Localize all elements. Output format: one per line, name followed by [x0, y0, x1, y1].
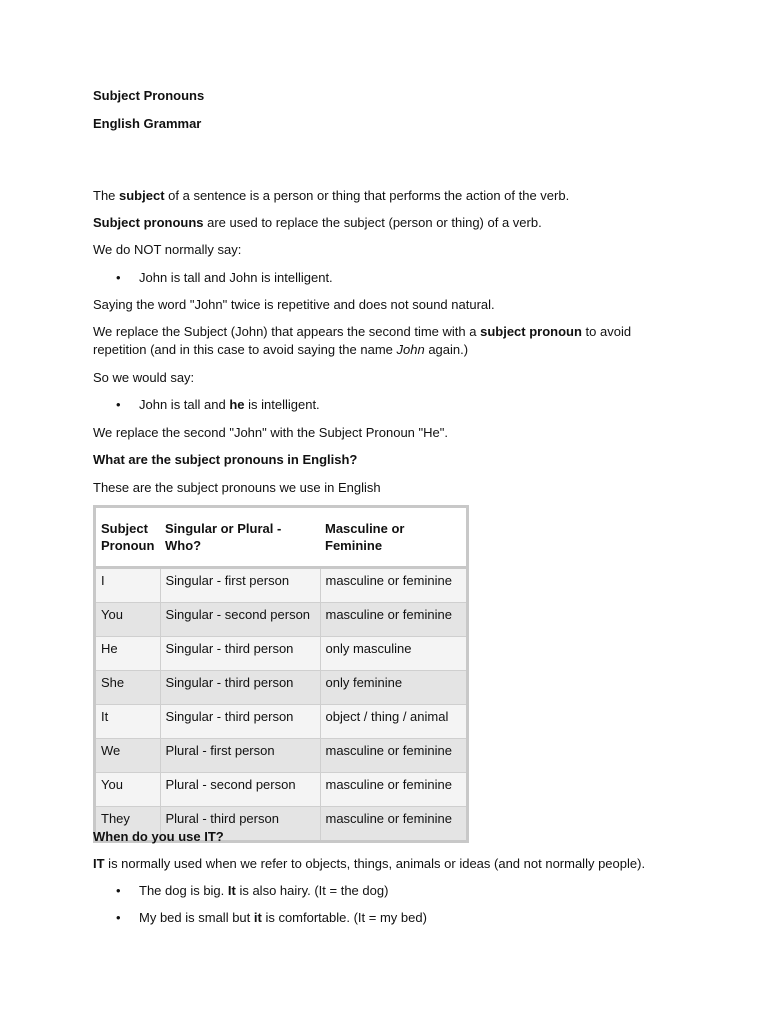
bullet-example-dog: The dog is big. It is also hairy. (It = the dog) — [139, 883, 389, 898]
cell-gender: masculine or feminine — [320, 568, 468, 603]
cell-number: Plural - second person — [160, 773, 320, 807]
cell-gender: masculine or feminine — [320, 603, 468, 637]
cell-number: Plural - third person — [160, 807, 320, 842]
document-subtitle: English Grammar — [93, 116, 202, 131]
cell-number: Singular - third person — [160, 637, 320, 671]
subject-pronouns-table — [93, 505, 469, 843]
cell-pronoun: They — [95, 807, 161, 842]
cell-pronoun: We — [95, 739, 161, 773]
cell-number: Singular - third person — [160, 671, 320, 705]
cell-gender: object / thing / animal — [320, 705, 468, 739]
header-subject-pronoun: Subject Pronoun — [95, 507, 161, 568]
heading-what-are-pronouns: What are the subject pronouns in English? — [93, 452, 358, 467]
bullet-marker: • — [116, 883, 121, 898]
header-singular-plural: Singular or Plural - Who? — [160, 507, 320, 568]
header-masculine-feminine: Masculine or Feminine — [320, 507, 468, 568]
paragraph-subject-definition: The subject of a sentence is a person or thing that performs the action of the verb. — [93, 188, 570, 203]
cell-number: Singular - second person — [160, 603, 320, 637]
cell-number: Singular - first person — [160, 568, 320, 603]
table-row — [95, 773, 468, 807]
paragraph-repetitive: Saying the word "John" twice is repetitive and does not sound natural. — [93, 297, 495, 312]
paragraph-it-usage: IT is normally used when we refer to objects, things, animals or ideas (and not normally people). — [93, 856, 646, 871]
cell-gender: only masculine — [320, 637, 468, 671]
bullet-marker: • — [116, 910, 121, 925]
paragraph-table-intro: These are the subject pronouns we use in English — [93, 480, 381, 495]
cell-gender: masculine or feminine — [320, 773, 468, 807]
cell-pronoun: He — [95, 637, 161, 671]
paragraph-replace-john: We replace the second "John" with the Subject Pronoun "He". — [93, 425, 448, 440]
table-row — [95, 671, 468, 705]
table-row — [95, 603, 468, 637]
table-row — [95, 637, 468, 671]
cell-number: Singular - third person — [160, 705, 320, 739]
cell-pronoun: She — [95, 671, 161, 705]
document-title: Subject Pronouns — [93, 88, 205, 103]
cell-pronoun: I — [95, 568, 161, 603]
bullet-marker: • — [116, 397, 121, 412]
table-row — [95, 705, 468, 739]
cell-gender: masculine or feminine — [320, 739, 468, 773]
table-header-row — [95, 507, 468, 568]
bullet-example-incorrect: John is tall and John is intelligent. — [139, 270, 333, 285]
cell-pronoun: You — [95, 603, 161, 637]
bullet-example-correct: John is tall and he is intelligent. — [139, 397, 320, 412]
paragraph-replace-subject: We replace the Subject (John) that appears the second time with a subject pronoun to avoid — [93, 324, 632, 339]
cell-number: Plural - first person — [160, 739, 320, 773]
paragraph-so-we-say: So we would say: — [93, 370, 195, 385]
cell-pronoun: You — [95, 773, 161, 807]
bullet-example-bed: My bed is small but it is comfortable. (It = my bed) — [139, 910, 427, 925]
cell-gender: masculine or feminine — [320, 807, 468, 842]
paragraph-replace-subject-line2: repetition (and in this case to avoid saying the name John again.) — [93, 342, 469, 357]
bullet-marker: • — [116, 270, 121, 285]
cell-gender: only feminine — [320, 671, 468, 705]
table-row — [95, 739, 468, 773]
paragraph-do-not-say: We do NOT normally say: — [93, 242, 242, 257]
cell-pronoun: It — [95, 705, 161, 739]
table-row — [95, 568, 468, 603]
paragraph-subject-pronouns: Subject pronouns are used to replace the subject (person or thing) of a verb. — [93, 215, 542, 230]
heading-when-use-it: When do you use IT? — [93, 829, 224, 844]
